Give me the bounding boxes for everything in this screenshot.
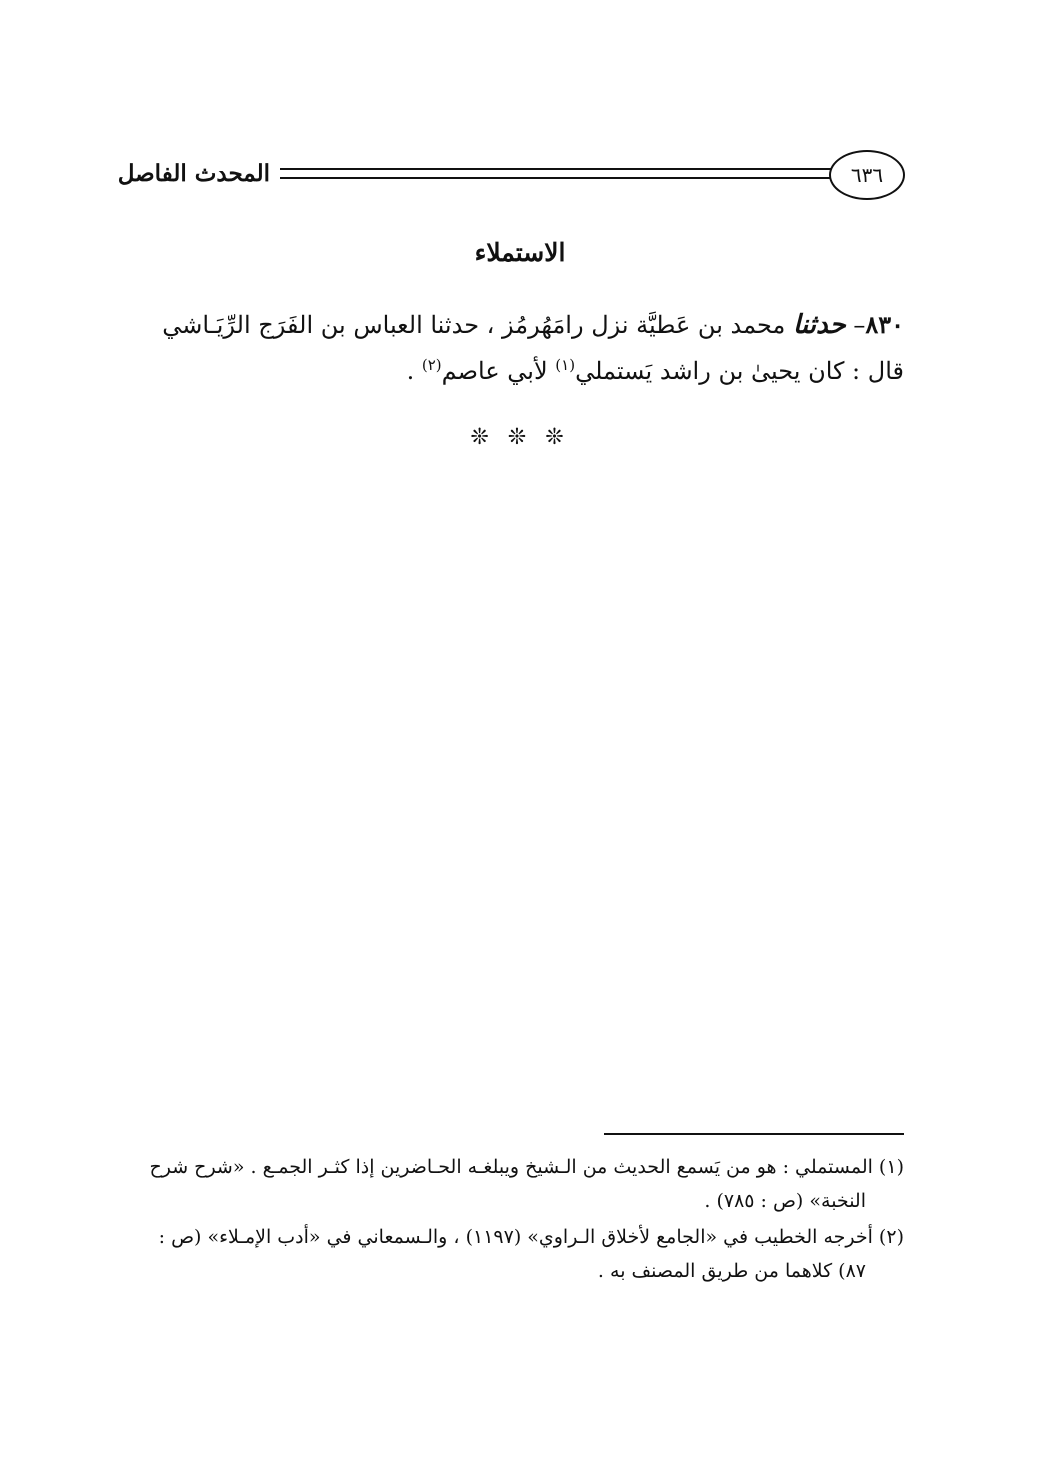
footnote-2 <box>132 1220 904 1288</box>
footnote-1 <box>132 1150 904 1218</box>
footnote-ref-1: (١) <box>555 356 576 374</box>
footnote-2-line-1: (٢) أخرجه الخطيب في «الجامع لأخلاق الـراوي» (١١٩٧) ، والـسمعاني في «أدب الإمـلاء» (ص : <box>158 1226 904 1248</box>
page-header <box>117 150 905 206</box>
hadith-paragraph <box>132 302 904 394</box>
narration-word: حدثنا <box>792 310 846 340</box>
footnote-1-line-1: (١) المستملي : هو من يَسمع الحديث من الـشيخ ويبلغـه الحـاضرين إذا كثـر الجمـع . «شرح شرح <box>149 1156 904 1178</box>
footnotes <box>132 1150 904 1290</box>
page-number: ٦٣٦ <box>829 150 905 200</box>
hadith-line-2 <box>132 348 904 394</box>
footnote-ref-2: (٢) <box>421 356 442 374</box>
header-double-rule <box>280 168 831 179</box>
hadith-line-2-text-b: لأبي عاصم <box>441 357 556 385</box>
hadith-number: ٨٣٠ <box>865 310 904 339</box>
asterism-separator: ❊ ❊ ❊ <box>470 425 570 450</box>
footnote-1-line-2: النخبة» (ص : ٧٨٥) . <box>704 1190 866 1212</box>
hadith-line-2-text-a: قال : كان يحيىٰ بن راشد يَستملي <box>575 357 904 385</box>
hadith-dash: – <box>853 311 866 339</box>
hadith-line-1 <box>132 302 904 348</box>
footnote-rule <box>604 1133 904 1135</box>
book-title: المحدث الفاصل <box>117 160 270 187</box>
hadith-line-2-end: . <box>406 357 422 385</box>
footnote-2-line-2: ٨٧) كلاهما من طريق المصنف به . <box>597 1260 866 1282</box>
section-title: الاستملاء <box>474 238 566 267</box>
hadith-line-1-text: محمد بن عَطيَّة نزل رامَهُرمُز ، حدثنا العباس بن الفَرَج الرِّيَـاشي <box>162 311 793 339</box>
